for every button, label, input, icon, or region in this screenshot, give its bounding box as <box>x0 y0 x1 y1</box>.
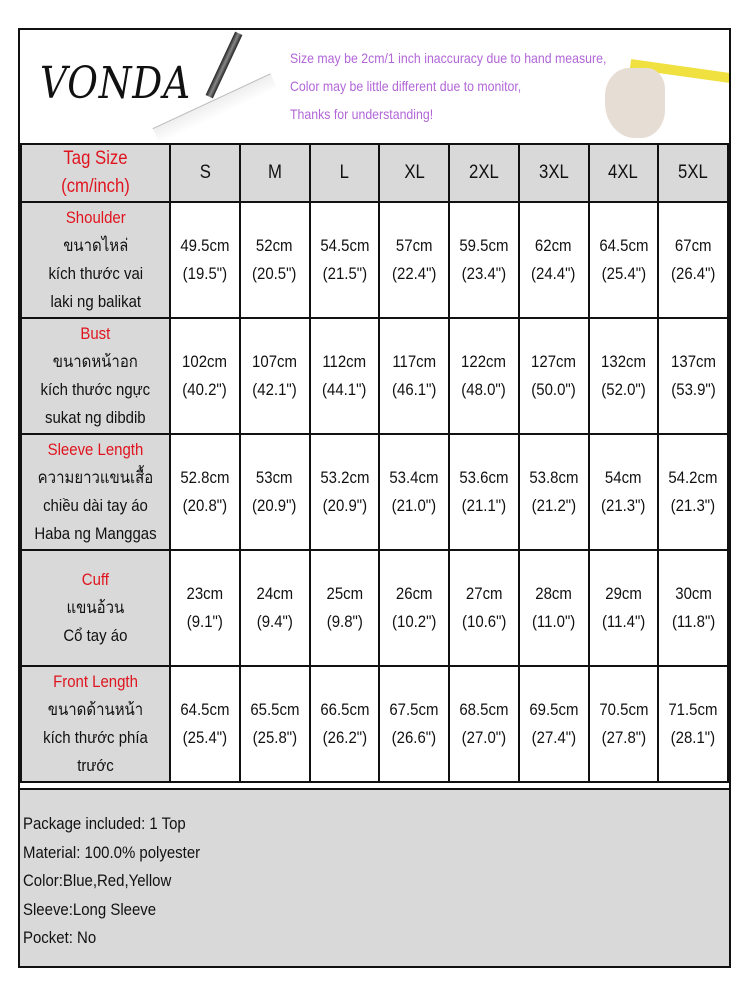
measure-translation: sukat ng dibdib <box>45 408 146 427</box>
measure-translation: Haba ng Manggas <box>34 524 157 543</box>
value-cell: 64.5cm (25.4") <box>589 202 659 318</box>
size-header: 2XL <box>449 144 519 202</box>
value-cell: 26cm (10.2") <box>379 550 449 666</box>
value-cell: 54cm (21.3") <box>589 434 659 550</box>
value-cell: 28cm (11.0") <box>519 550 589 666</box>
value-cell: 27cm (10.6") <box>449 550 519 666</box>
measure-translation: แขนอ้วน <box>66 598 125 617</box>
value-cell: 53cm (20.9") <box>240 434 310 550</box>
value-cell: 65.5cm (25.8") <box>240 666 310 782</box>
table-row <box>21 318 728 434</box>
header-row <box>21 144 728 202</box>
value-cell: 67cm (26.4") <box>658 202 728 318</box>
hand-image <box>605 68 665 138</box>
value-cell: 53.2cm (20.9") <box>310 434 380 550</box>
size-header: XL <box>379 144 449 202</box>
value-cell: 53.8cm (21.2") <box>519 434 589 550</box>
value-cell: 67.5cm (26.6") <box>379 666 449 782</box>
value-cell: 71.5cm (28.1") <box>658 666 728 782</box>
value-cell: 24cm (9.4") <box>240 550 310 666</box>
table-row <box>21 202 728 318</box>
product-details <box>20 788 729 966</box>
measure-label <box>21 202 170 318</box>
value-cell: 57cm (22.4") <box>379 202 449 318</box>
note-line: Thanks for understanding! <box>290 106 434 122</box>
measure-name: Cuff <box>81 570 110 589</box>
value-cell: 25cm (9.8") <box>310 550 380 666</box>
size-header: S <box>170 144 240 202</box>
measure-translation: kích thước phía trước <box>43 728 148 775</box>
measure-translation: ความยาวแขนเสื้อ <box>37 468 154 487</box>
header-label: Tag Size (cm/inch) <box>21 144 170 202</box>
value-cell: 59.5cm (23.4") <box>449 202 519 318</box>
value-cell: 107cm (42.1") <box>240 318 310 434</box>
value-cell: 68.5cm (27.0") <box>449 666 519 782</box>
measure-label <box>21 318 170 434</box>
measure-label <box>21 550 170 666</box>
value-cell: 54.2cm (21.3") <box>658 434 728 550</box>
value-cell: 66.5cm (26.2") <box>310 666 380 782</box>
measure-translation: kích thước vai <box>48 264 143 283</box>
note-line: Color may be little different due to monitor, <box>290 78 522 94</box>
size-chart <box>18 28 731 968</box>
value-cell: 23cm (9.1") <box>170 550 240 666</box>
value-cell: 137cm (53.9") <box>658 318 728 434</box>
size-header: 3XL <box>519 144 589 202</box>
measure-translation: laki ng balikat <box>50 292 141 311</box>
value-cell: 62cm (24.4") <box>519 202 589 318</box>
value-cell: 29cm (11.4") <box>589 550 659 666</box>
size-header: 5XL <box>658 144 728 202</box>
banner-notes <box>290 44 606 128</box>
value-cell: 54.5cm (21.5") <box>310 202 380 318</box>
value-cell: 53.4cm (21.0") <box>379 434 449 550</box>
detail-line: Material: 100.0% polyester <box>23 842 201 862</box>
note-line: Size may be 2cm/1 inch inaccuracy due to hand measure, <box>290 50 607 66</box>
measure-translation: chiều dài tay áo <box>43 496 148 515</box>
size-table <box>20 143 729 783</box>
value-cell: 52.8cm (20.8") <box>170 434 240 550</box>
value-cell: 117cm (46.1") <box>379 318 449 434</box>
value-cell: 30cm (11.8") <box>658 550 728 666</box>
value-cell: 70.5cm (27.8") <box>589 666 659 782</box>
measure-translation: ขนาดหน้าอก <box>52 352 139 371</box>
measure-translation: ขนาดไหล่ <box>62 236 129 255</box>
table-row <box>21 550 728 666</box>
value-cell: 52cm (20.5") <box>240 202 310 318</box>
value-cell: 64.5cm (25.4") <box>170 666 240 782</box>
detail-line: Package included: 1 Top <box>23 814 186 833</box>
table-row <box>21 666 728 782</box>
measure-label <box>21 666 170 782</box>
value-cell: 69.5cm (27.4") <box>519 666 589 782</box>
value-cell: 122cm (48.0") <box>449 318 519 434</box>
banner <box>20 30 729 145</box>
detail-line: Pocket: No <box>23 928 97 947</box>
measure-name: Bust <box>80 324 111 343</box>
measure-translation: Cổ tay áo <box>63 626 128 645</box>
table-row <box>21 434 728 550</box>
detail-line: Sleeve:Long Sleeve <box>23 899 157 919</box>
value-cell: 49.5cm (19.5") <box>170 202 240 318</box>
size-header: L <box>310 144 380 202</box>
value-cell: 132cm (52.0") <box>589 318 659 434</box>
measure-translation: kích thước ngực <box>40 380 151 399</box>
measure-name: Front Length <box>53 672 138 691</box>
size-header: 4XL <box>589 144 659 202</box>
value-cell: 127cm (50.0") <box>519 318 589 434</box>
measure-name: Shoulder <box>65 208 126 227</box>
size-header: M <box>240 144 310 202</box>
measure-name: Sleeve Length <box>47 440 144 459</box>
brand-logo: VONDA <box>40 58 191 109</box>
measure-label <box>21 434 170 550</box>
measure-translation: ขนาดด้านหน้า <box>47 700 144 719</box>
value-cell: 53.6cm (21.1") <box>449 434 519 550</box>
value-cell: 112cm (44.1") <box>310 318 380 434</box>
detail-line: Color:Blue,Red,Yellow <box>23 871 172 890</box>
value-cell: 102cm (40.2") <box>170 318 240 434</box>
